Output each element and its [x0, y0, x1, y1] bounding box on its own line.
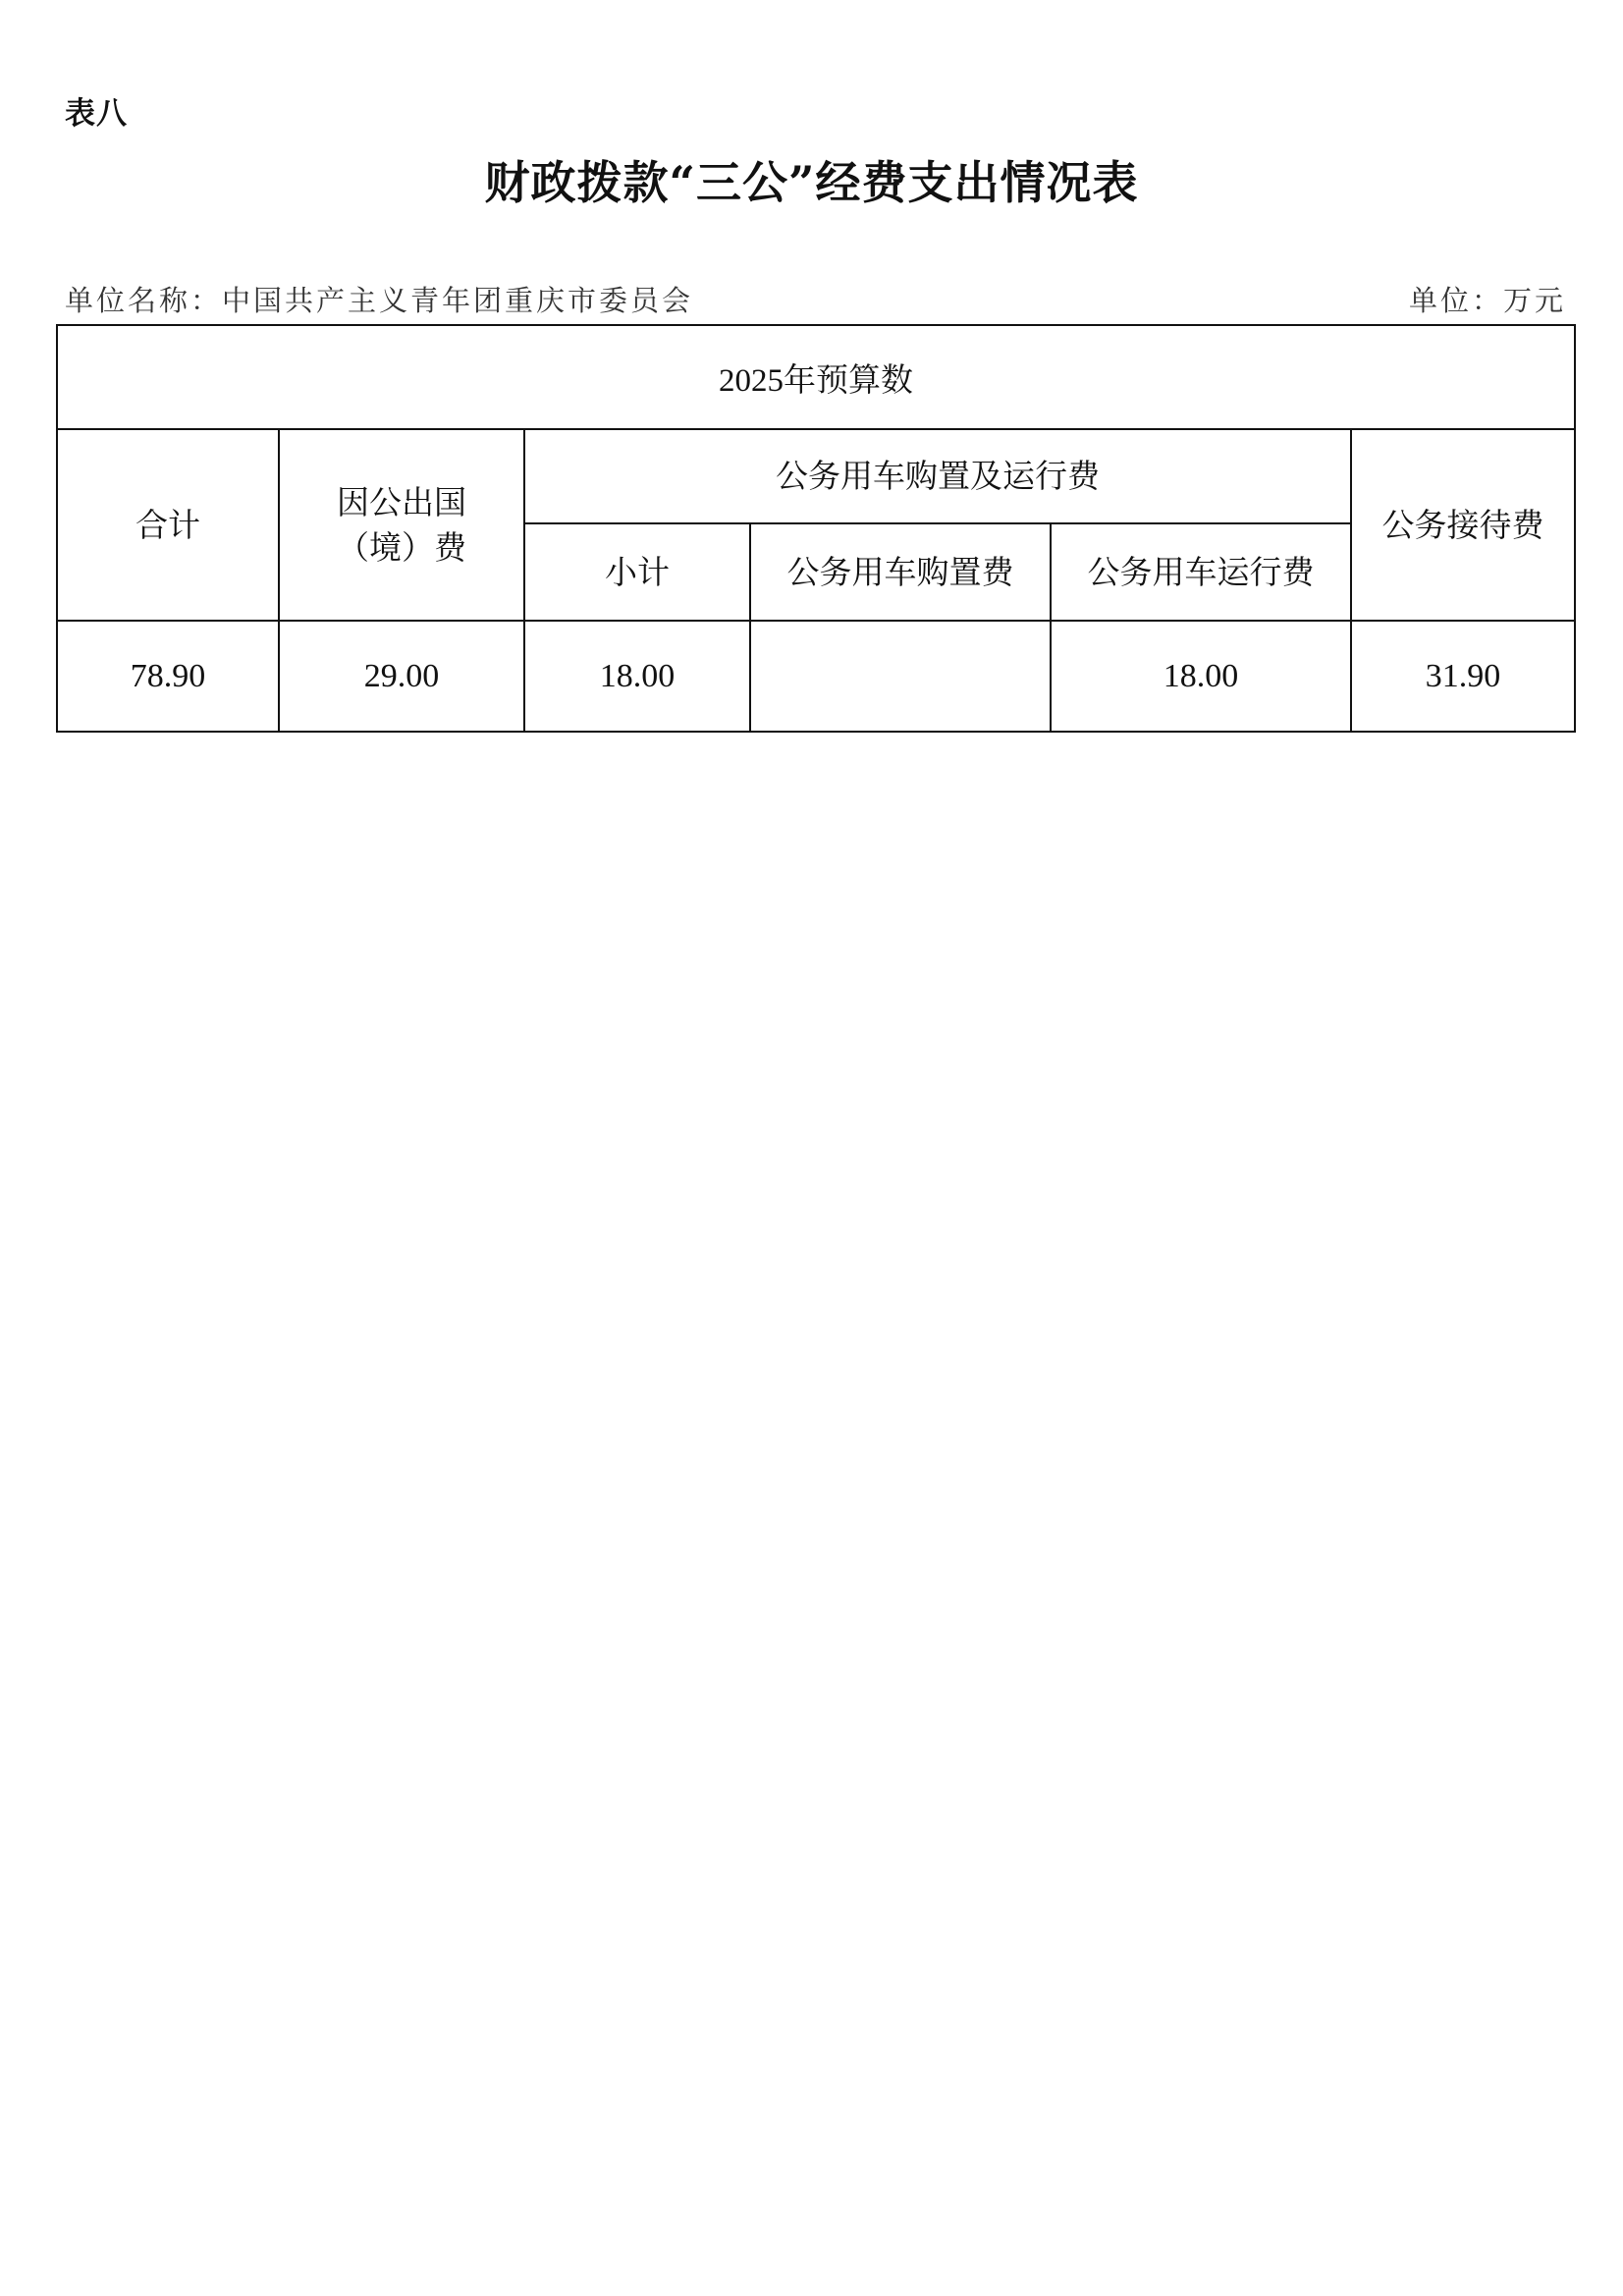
header-total: 合计	[57, 429, 279, 621]
value-reception: 31.90	[1351, 621, 1575, 732]
header-abroad	[279, 429, 524, 621]
value-total: 78.90	[57, 621, 279, 732]
header-vehicle-purchase: 公务用车购置费	[750, 523, 1051, 621]
budget-table	[56, 324, 1576, 733]
header-abroad-line1: 因公出国	[337, 482, 466, 521]
header-reception: 公务接待费	[1351, 429, 1575, 621]
header-abroad-line2: （境）费	[337, 527, 466, 567]
value-vehicle-operation: 18.00	[1051, 621, 1351, 732]
value-abroad: 29.00	[279, 621, 524, 732]
table-header-row	[57, 325, 1575, 429]
table-label: 表八	[65, 96, 128, 132]
table-header-row	[57, 429, 1575, 523]
header-vehicle-group: 公务用车购置及运行费	[524, 429, 1351, 523]
unit-name: 单位名称：中国共产主义青年团重庆市委员会	[65, 284, 694, 317]
page-title: 财政拨款“三公”经费支出情况表	[484, 156, 1139, 209]
unit-of-measure: 单位：万元	[1408, 284, 1566, 317]
table-row	[57, 621, 1575, 732]
header-vehicle-operation: 公务用车运行费	[1051, 523, 1351, 621]
value-vehicle-subtotal: 18.00	[524, 621, 750, 732]
header-budget-year: 2025年预算数	[57, 325, 1575, 429]
header-vehicle-subtotal: 小计	[524, 523, 750, 621]
value-vehicle-purchase	[750, 621, 1051, 732]
